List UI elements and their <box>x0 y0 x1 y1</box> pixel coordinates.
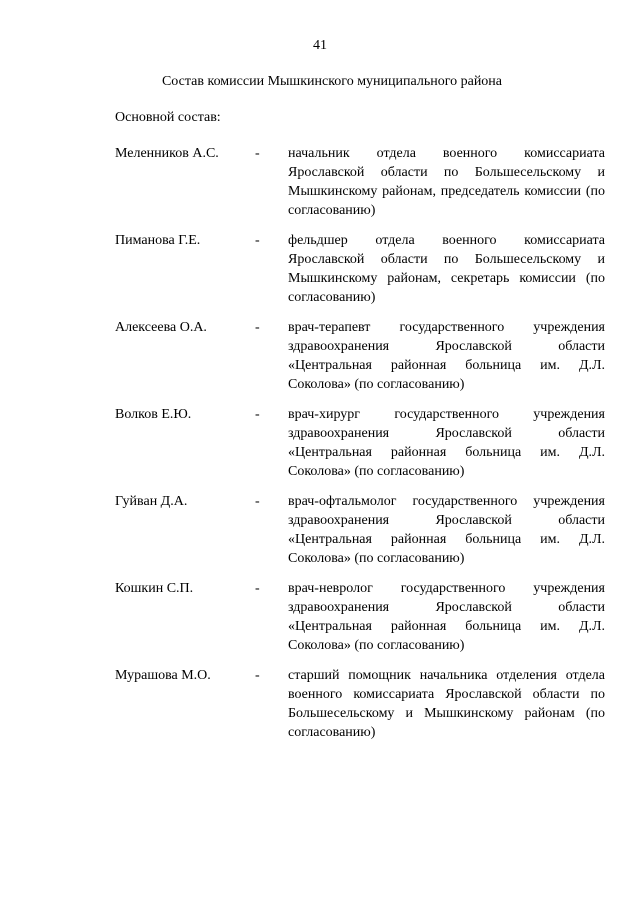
member-role: старший помощник начальника отделения отдела военного комиссариата Ярославской области по Большесельскому и Мышкинскому районам (по согласованию) <box>288 668 605 740</box>
member-row <box>115 318 605 405</box>
member-name: Пиманова Г.Е. <box>115 233 201 248</box>
member-row <box>115 405 605 492</box>
member-dash: - <box>255 320 260 335</box>
member-dash: - <box>255 146 260 161</box>
member-name: Алексеева О.А. <box>115 320 207 335</box>
member-dash: - <box>255 233 260 248</box>
member-name: Мурашова М.О. <box>115 668 211 683</box>
member-name: Гуйван Д.А. <box>115 494 188 509</box>
member-row <box>115 492 605 579</box>
member-role: врач-хирург государственного учреждения здравоохранения Ярославской области «Центральная районная больница им. Д.Л. Соколова» (по согласованию) <box>288 407 605 479</box>
member-dash: - <box>255 407 260 422</box>
member-row <box>115 666 605 753</box>
member-name: Кошкин С.П. <box>115 581 194 596</box>
section-label: Основной состав: <box>115 110 221 125</box>
page-number: 41 <box>313 38 327 53</box>
member-name: Меленников А.С. <box>115 146 219 161</box>
member-row <box>115 579 605 666</box>
member-name: Волков Е.Ю. <box>115 407 192 422</box>
member-row <box>115 144 605 231</box>
document-title: Состав комиссии Мышкинского муниципального района <box>161 74 503 89</box>
member-role: фельдшер отдела военного комиссариата Ярославской области по Большесельскому и Мышкинскому районам, секретарь комиссии (по согласованию) <box>288 233 605 305</box>
member-row <box>115 231 605 318</box>
member-dash: - <box>255 494 260 509</box>
member-dash: - <box>255 668 260 683</box>
member-dash: - <box>255 581 260 596</box>
member-role: начальник отдела военного комиссариата Ярославской области по Большесельскому и Мышкинскому районам, председатель комиссии (по согласованию) <box>288 146 605 218</box>
member-role: врач-офтальмолог государственного учреждения здравоохранения Ярославской области «Центральная районная больница им. Д.Л. Соколова» (по согласованию) <box>288 494 605 566</box>
member-list <box>115 144 605 753</box>
member-role: врач-невролог государственного учреждения здравоохранения Ярославской области «Центральная районная больница им. Д.Л. Соколова» (по согласованию) <box>288 581 605 653</box>
member-role: врач-терапевт государственного учреждения здравоохранения Ярославской области «Центральная районная больница им. Д.Л. Соколова» (по согласованию) <box>288 320 605 392</box>
